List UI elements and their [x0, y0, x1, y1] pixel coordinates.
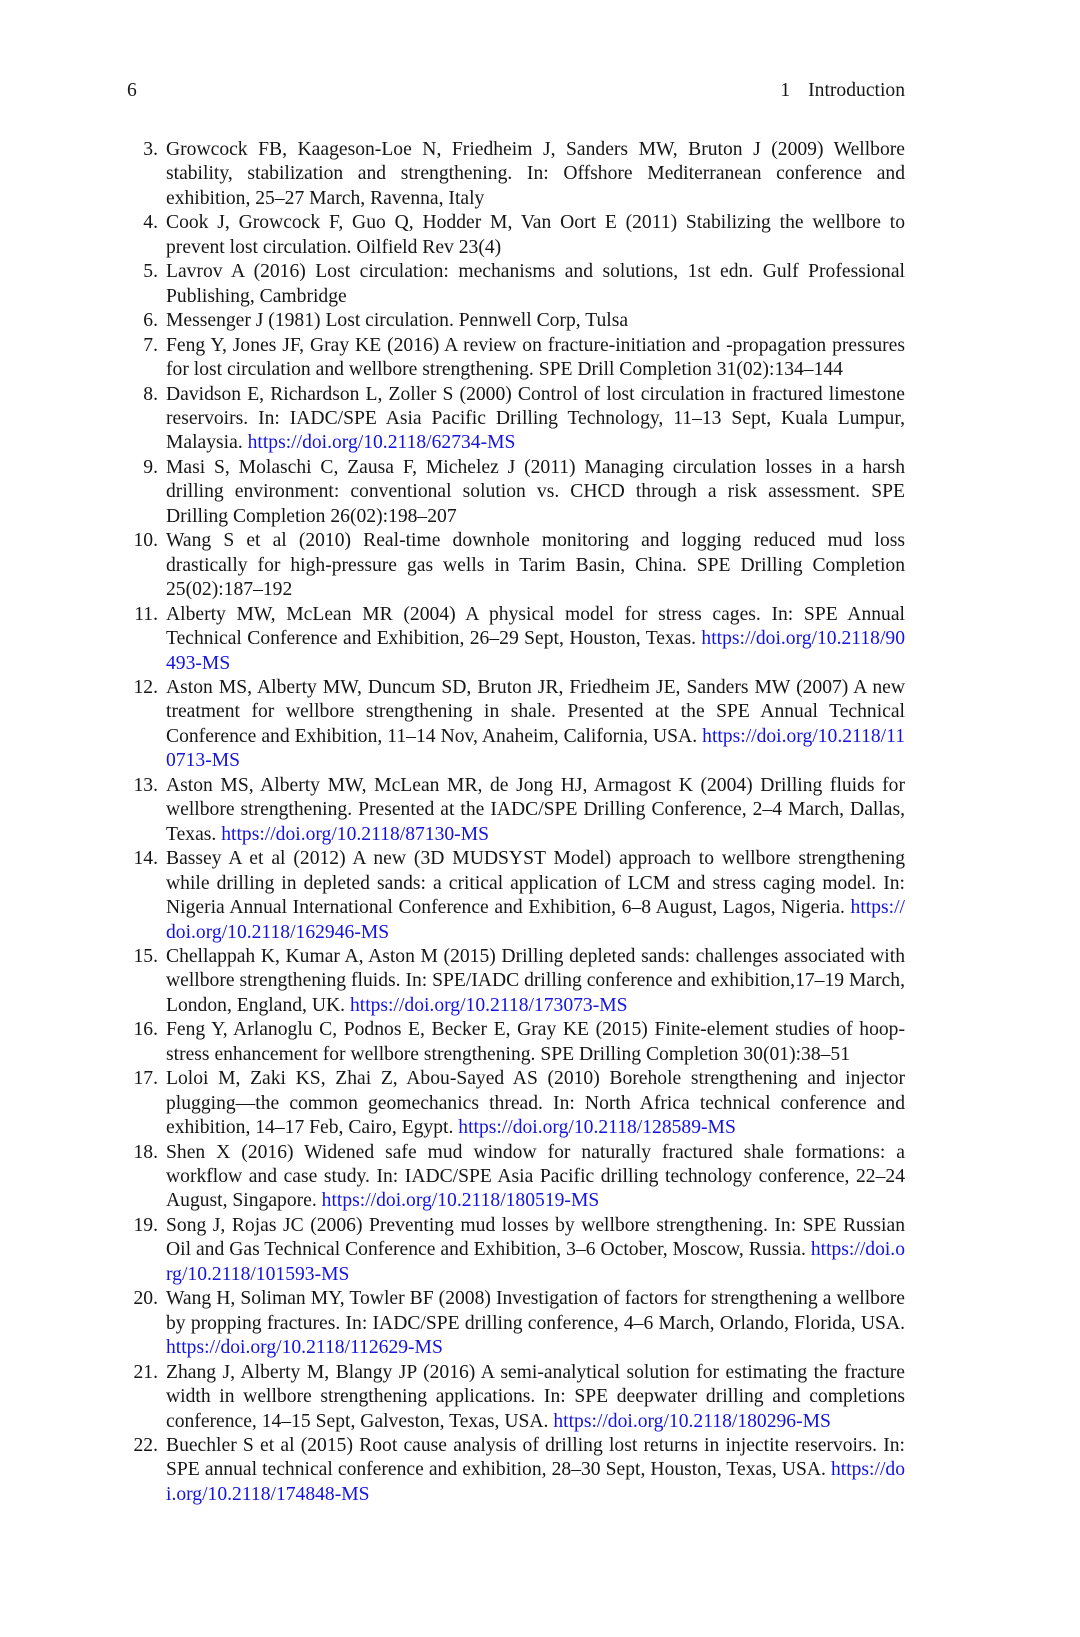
reference-number: 7.: [143, 334, 158, 356]
reference-number: 20.: [133, 1288, 158, 1310]
reference-item: [127, 1361, 905, 1434]
reference-text: Aston MS, Alberty MW, Duncum SD, Bruton JR, Friedheim JE, Sanders MW (2007) A new treatment for wellbore strengthening in shale. Presented at the SPE Annual Technical Conference and Exhibition, 11–14 Nov, Anaheim, California, USA. https://doi.org/10.2118/110713-MS: [166, 676, 905, 772]
reference-number: 13.: [133, 774, 158, 796]
reference-text: Feng Y, Arlanoglu C, Podnos E, Becker E, Gray KE (2015) Finite-element studies of hoop-stress enhancement for wellbore strengthening. SPE Drilling Completion 30(01):38–51: [166, 1019, 905, 1065]
reference-number: 22.: [133, 1435, 158, 1457]
reference-item: [127, 1141, 905, 1214]
chapter-number: 1: [780, 80, 791, 101]
reference-number: 16.: [133, 1019, 158, 1041]
reference-number: 6.: [143, 310, 158, 332]
reference-item: [127, 1018, 905, 1067]
reference-item: [127, 456, 905, 529]
reference-text: Wang H, Soliman MY, Towler BF (2008) Investigation of factors for strengthening a wellbore by propping fractures. In: IADC/SPE drilling conference, 4–6 March, Orlando, Florida, USA. https://doi.org/10.2118/112629-MS: [166, 1288, 905, 1359]
reference-number: 9.: [143, 456, 158, 478]
doi-link[interactable]: https://doi.org/10.2118/110713-MS: [166, 725, 905, 772]
reference-text: Wang S et al (2010) Real-time downhole monitoring and logging reduced mud loss drastically for high-pressure gas wells in Tarim Basin, China. SPE Drilling Completion 25(02):187–192: [166, 530, 905, 601]
reference-list: [127, 138, 905, 1507]
reference-item: [127, 1067, 905, 1140]
reference-number: 14.: [133, 848, 158, 870]
reference-number: 3.: [143, 139, 158, 160]
doi-link[interactable]: https://doi.org/10.2118/101593-MS: [166, 1239, 905, 1285]
doi-link[interactable]: https://doi.org/10.2118/87130-MS: [221, 823, 490, 845]
reference-item: [127, 309, 905, 333]
doi-link[interactable]: https://doi.org/10.2118/90493-MS: [166, 628, 905, 674]
reference-number: 10.: [133, 530, 158, 552]
reference-item: [127, 676, 905, 774]
reference-number: 8.: [143, 383, 158, 405]
reference-item: [127, 334, 905, 383]
chapter-title: Introduction: [808, 80, 905, 101]
reference-number: 12.: [133, 676, 158, 698]
reference-text: Feng Y, Jones JF, Gray KE (2016) A review on fracture-initiation and -propagation pressures for lost circulation and wellbore strengthening. SPE Drill Completion 31(02):134–144: [166, 334, 905, 381]
reference-item: [127, 260, 905, 309]
reference-item: [127, 383, 905, 456]
reference-text: Loloi M, Zaki KS, Zhai Z, Abou-Sayed AS (2010) Borehole strengthening and injector plugging—the common geomechanics thread. In: North Africa technical conference and exhibition, 14–17 Feb, Cairo, Egypt. https://doi.org/10.2118/128589-MS: [166, 1068, 905, 1139]
doi-link[interactable]: https://doi.org/10.2118/112629-MS: [166, 1337, 443, 1359]
doi-link[interactable]: https://doi.org/10.2118/62734-MS: [247, 432, 516, 454]
reference-number: 18.: [133, 1141, 158, 1163]
reference-number: 19.: [133, 1214, 158, 1236]
reference-text: Growcock FB, Kaageson-Loe N, Friedheim J, Sanders MW, Bruton J (2009) Wellbore stability, stabilization and strengthening. In: Offshore Mediterranean conference and exhibition, 25–27 March, Ravenna, Italy: [166, 139, 905, 209]
reference-text: Aston MS, Alberty MW, McLean MR, de Jong HJ, Armagost K (2004) Drilling fluids for wellbore strengthening. Presented at the IADC/SPE Drilling Conference, 2–4 March, Dallas, Texas. https://doi.org/10.2118/87130-MS: [166, 774, 905, 845]
reference-text: Bassey A et al (2012) A new (3D MUDSYST Model) approach to wellbore strengthening while drilling in depleted sands: a critical application of LCM and stress caging model. In: Nigeria Annual International Conference and Exhibition, 6–8 August, Lagos, Nigeria. https://doi.org/10.2118/162946-MS: [166, 848, 905, 943]
doi-link[interactable]: https://doi.org/10.2118/128589-MS: [458, 1117, 736, 1139]
reference-text: Buechler S et al (2015) Root cause analysis of drilling lost returns in injectite reservoirs. In: SPE annual technical conference and exhibition, 28–30 Sept, Houston, Texas, USA. https://doi.org/10.2118/174848-MS: [166, 1435, 905, 1505]
doi-link[interactable]: https://doi.org/10.2118/173073-MS: [349, 994, 628, 1016]
reference-text: Alberty MW, McLean MR (2004) A physical model for stress cages. In: SPE Annual Technical Conference and Exhibition, 26–29 Sept, Houston, Texas. https://doi.org/10.2118/90493-MS: [166, 603, 905, 674]
reference-text: Davidson E, Richardson L, Zoller S (2000) Control of lost circulation in fractured limestone reservoirs. In: IADC/SPE Asia Pacific Drilling Technology, 11–13 Sept, Kuala Lumpur, Malaysia. https://doi.org/10.2118/62734-MS: [166, 383, 905, 454]
reference-item: [127, 1434, 905, 1507]
reference-text: Lavrov A (2016) Lost circulation: mechanisms and solutions, 1st edn. Gulf Professional Publishing, Cambridge: [166, 261, 905, 307]
running-header: [127, 79, 905, 103]
reference-item: [127, 774, 905, 847]
reference-text: Shen X (2016) Widened safe mud window for naturally fractured shale formations: a workflow and case study. In: IADC/SPE Asia Pacific drilling technology conference, 22–24 August, Singapore. https://doi.org/10.2118/180519-MS: [166, 1141, 905, 1212]
reference-number: 11.: [134, 603, 158, 625]
reference-item: [127, 138, 905, 211]
reference-item: [127, 603, 905, 676]
reference-text: Chellappah K, Kumar A, Aston M (2015) Drilling depleted sands: challenges associated with wellbore strengthening fluids. In: SPE/IADC drilling conference and exhibition,17–19 March, London, England, UK. https://doi.org/10.2118/173073-MS: [166, 945, 905, 1016]
chapter-header: [780, 79, 905, 103]
reference-item: [127, 211, 905, 260]
doi-link[interactable]: https://doi.org/10.2118/180519-MS: [321, 1190, 600, 1212]
doi-link[interactable]: https://doi.org/10.2118/180296-MS: [553, 1410, 831, 1432]
doi-link[interactable]: https://doi.org/10.2118/174848-MS: [166, 1459, 905, 1505]
reference-text: Messenger J (1981) Lost circulation. Pennwell Corp, Tulsa: [166, 310, 629, 332]
page-number: 6: [127, 80, 137, 101]
reference-number: 15.: [133, 945, 158, 967]
reference-number: 21.: [133, 1361, 158, 1383]
reference-text: Masi S, Molaschi C, Zausa F, Michelez J (2011) Managing circulation losses in a harsh drilling environment: conventional solution vs. CHCD through a risk assessment. SPE Drilling Completion 26(02):198–207: [166, 456, 905, 527]
reference-text: Cook J, Growcock F, Guo Q, Hodder M, Van Oort E (2011) Stabilizing the wellbore to prevent lost circulation. Oilfield Rev 23(4): [166, 212, 905, 258]
reference-number: 17.: [133, 1068, 158, 1090]
doi-link[interactable]: https://doi.org/10.2118/162946-MS: [166, 897, 905, 943]
reference-item: [127, 945, 905, 1018]
reference-item: [127, 1214, 905, 1287]
reference-text: Zhang J, Alberty M, Blangy JP (2016) A semi-analytical solution for estimating the fracture width in wellbore strengthening applications. In: SPE deepwater drilling and completions conference, 14–15 Sept, Galveston, Texas, USA. https://doi.org/10.2118/180296-MS: [166, 1361, 905, 1432]
reference-text: Song J, Rojas JC (2006) Preventing mud losses by wellbore strengthening. In: SPE Russian Oil and Gas Technical Conference and Exhibition, 3–6 October, Moscow, Russia. https://doi.org/10.2118/101593-MS: [166, 1214, 905, 1285]
reference-item: [127, 847, 905, 945]
reference-number: 5.: [143, 261, 158, 283]
reference-number: 4.: [143, 212, 158, 234]
reference-item: [127, 529, 905, 602]
reference-item: [127, 1287, 905, 1360]
